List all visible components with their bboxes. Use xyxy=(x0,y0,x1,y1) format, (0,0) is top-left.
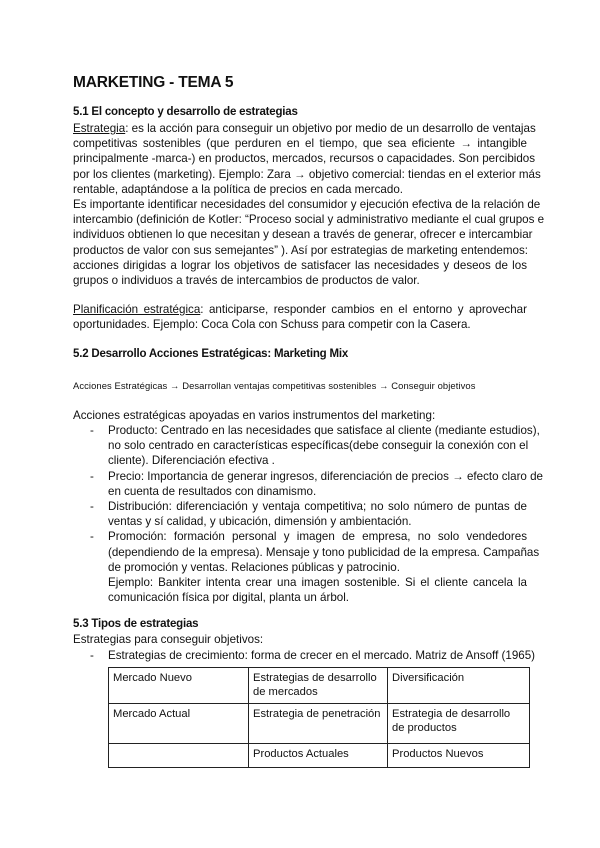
list-item-distribucion: - Distribución: diferenciación y ventaja competitiva; no solo número de puntas de ventas y sí calidad, y ubicación, dimensión y ambientación. xyxy=(90,499,527,529)
tipos-list xyxy=(73,648,536,663)
list-item-precio: - Precio: Importancia de generar ingresos, diferenciación de precios → efecto claro de en cuenta de resultados con dinamismo. xyxy=(90,469,543,498)
table-row xyxy=(109,744,530,768)
table-row xyxy=(109,668,530,704)
dash-bullet-icon: - xyxy=(90,469,94,483)
text-line: competitivas sostenibles (que perduren en el tiempo, que sea eficiente → intangible xyxy=(73,137,527,151)
tipos-intro: Estrategias para conseguir objetivos: xyxy=(73,633,264,646)
document-title: MARKETING - TEMA 5 xyxy=(73,74,234,91)
term-estrategia: Estrategia xyxy=(73,122,126,135)
paragraph-estrategia xyxy=(73,121,541,197)
dash-bullet-icon: - xyxy=(90,499,94,513)
ansoff-matrix-table xyxy=(108,667,530,768)
table-cell: Estrategia de penetración xyxy=(249,704,388,744)
section-heading-5-3: 5.3 Tipos de estrategias xyxy=(73,618,199,630)
text-line: intercambio (definición de Kotler: “Proceso social y administrativo mediante el cual grupos e xyxy=(73,213,545,227)
table-cell: Productos Nuevos xyxy=(388,744,530,768)
text-line: individuos obtienen lo que necesitan y desean a través de generar, ofrecer e intercambiar xyxy=(73,228,533,242)
term-planificacion: Planificación estratégica xyxy=(73,303,201,316)
dash-bullet-icon: - xyxy=(90,530,94,544)
text-line: por los clientes (marketing). Ejemplo: Zara → objetivo comercial: tiendas en el exterior más xyxy=(73,167,541,181)
table-cell: Estrategia de desarrollo de productos xyxy=(388,704,530,744)
text-line: grupos o individuos a través de intercambios de productos de valor. xyxy=(73,273,420,287)
text-line: principalmente -marca-) en productos, mercados, recursos o capacidades. Son percibidos xyxy=(73,152,536,166)
list-item-promocion: - Promoción: formación personal y imagen de empresa, no solo vendedores (dependiendo de la empresa). Mensaje y tono publicidad de la empresa. Campañas de promoción y ventas. Relaciones públicas y patrocinio. Ejemplo: Bankiter intenta crear una imagen sostenible. Si el cliente cancela la comunicación física por digital, planta un árbol. xyxy=(90,530,540,605)
section-heading-5-1: 5.1 El concepto y desarrollo de estrategias xyxy=(73,106,298,118)
text-line: Estrategia: es la acción para conseguir un objetivo por medio de un desarrollo de ventajas xyxy=(73,122,536,135)
table-cell: Diversificación xyxy=(388,668,530,704)
table-cell: Mercado Actual xyxy=(109,704,249,744)
table-cell: Mercado Nuevo xyxy=(109,668,249,704)
section-heading-5-2: 5.2 Desarrollo Acciones Estratégicas: Marketing Mix xyxy=(73,348,349,360)
table-row xyxy=(109,704,530,744)
text-line: productos de valor con sus semejantes” ). Así por estrategias de marketing entendemos: xyxy=(73,243,528,257)
paragraph-kotler xyxy=(73,197,545,288)
text-line: Es importante identificar necesidades del consumidor y ejecución efectiva de la relación de xyxy=(73,198,541,211)
table-cell: Productos Actuales xyxy=(249,744,388,768)
text-line: oportunidades. Ejemplo: Coca Cola con Schuss para competir con la Casera. xyxy=(73,318,471,332)
table-cell xyxy=(109,744,249,768)
list-item-producto: - Producto: Centrado en las necesidades que satisface al cliente (mediante estudios), no solo centrado en características específicas(debe conseguir la conexión con el cliente). Diferenciación efectiva . xyxy=(90,424,540,468)
text-line: Planificación estratégica: anticiparse, responder cambios en el entorno y aprovechar xyxy=(73,303,527,316)
marketing-mix-intro: Acciones estratégicas apoyadas en varios instrumentos del marketing: xyxy=(73,409,436,422)
list-item-crecimiento: - Estrategias de crecimiento: forma de crecer en el mercado. Matriz de Ansoff (1965) xyxy=(90,649,536,662)
dash-bullet-icon: - xyxy=(90,424,94,437)
text-line: rentable, adaptándose a la política de precios en cada mercado. xyxy=(73,182,403,196)
strategy-flow: Acciones Estratégicas → Desarrollan ventajas competitivas sostenibles → Conseguir objetivos xyxy=(73,380,476,391)
paragraph-planificacion xyxy=(73,302,527,332)
text-line: acciones dirigidas a lograr los objetivos de satisfacer las necesidades y deseos de los xyxy=(73,258,527,272)
marketing-mix-list xyxy=(73,423,543,605)
dash-bullet-icon: - xyxy=(90,649,94,662)
table-cell: Estrategias de desarrollo de mercados xyxy=(249,668,388,704)
